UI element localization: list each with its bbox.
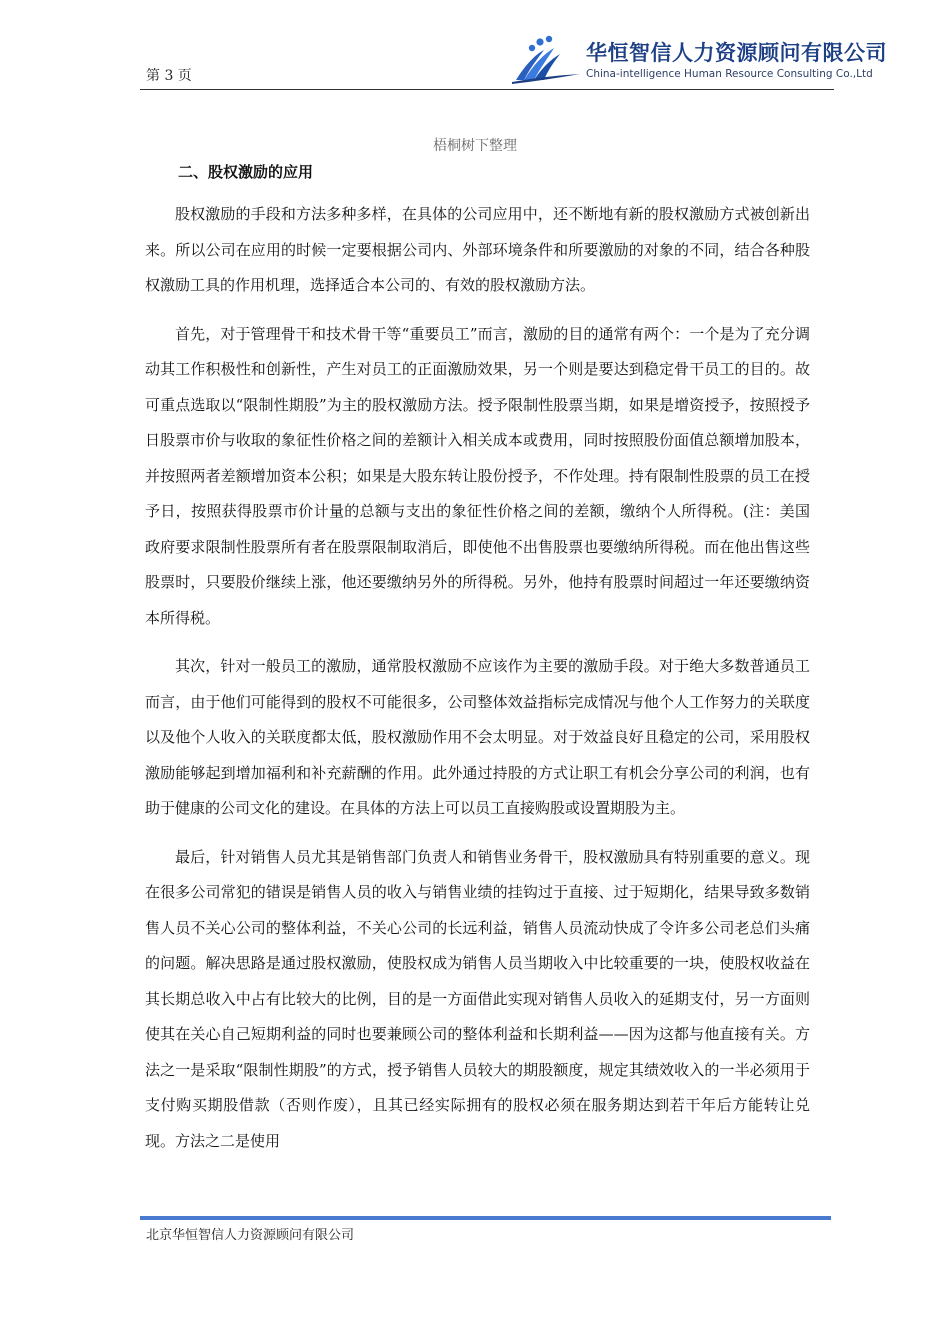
page-header	[0, 0, 950, 92]
paragraph-2: 首先，对于管理骨干和技术骨干等“重要员工”而言，激励的目的通常有两个：一个是为了充分调动其工作积极性和创新性，产生对员工的正面激励效果，另一个则是要达到稳定骨干员工的目的。故可重点选取以“限制性期股”为主的股权激励方法。授予限制性股票当期，如果是增资授予，按照授予日股票市价与收取的象征性价格之间的差额计入相关成本或费用，同时按照股份面值总额增加股本，并按照两者差额增加资本公积；如果是大股东转让股份授予，不作处理。持有限制性股票的员工在授予日，按照获得股票市价计量的总额与支出的象征性价格之间的差额，缴纳个人所得税。(注：美国政府要求限制性股票所有者在股票限制取消后，即使他不出售股票也要缴纳所得税。而在他出售这些股票时，只要股价继续上涨，他还要缴纳另外的所得税。另外，他持有股票时间超过一年还要缴纳资本所得税。	[145, 324, 810, 627]
page-number: 第 3 页	[146, 68, 192, 84]
footer-divider	[140, 1216, 831, 1220]
section-heading: 二、股权激励的应用	[178, 163, 314, 181]
paragraph-3: 其次，针对一般员工的激励，通常股权激励不应该作为主要的激励手段。对于绝大多数普通员工而言，由于他们可能得到的股权不可能很多，公司整体效益指标完成情况与他个人工作努力的关联度以及他个人收入的关联度都太低，股权激励作用不会太明显。对于效益良好且稳定的公司，采用股权激励能够起到增加福利和补充薪酬的作用。此外通过持股的方式让职工有机会分享公司的利润，也有助于健康的公司文化的建设。在具体的方法上可以员工直接购股或设置期股为主。	[145, 657, 810, 817]
logo-company-name-cn: 华恒智信人力资源顾问有限公司	[586, 41, 887, 65]
header-divider	[140, 89, 834, 90]
company-logo	[510, 30, 887, 86]
document-body	[145, 162, 810, 1159]
people-swoosh-logo-icon	[510, 30, 582, 86]
paragraph-4: 最后，针对销售人员尤其是销售部门负责人和销售业务骨干，股权激励具有特别重要的意义。现在很多公司常犯的错误是销售人员的收入与销售业绩的挂钩过于直接、过于短期化，结果导致多数销售人员不关心公司的整体利益，不关心公司的长远利益，销售人员流动快成了令许多公司老总们头痛的问题。解决思路是通过股权激励，使股权成为销售人员当期收入中比较重要的一块，使股权收益在其长期总收入中占有比较大的比例，目的是一方面借此实现对销售人员收入的延期支付，另一方面则使其在关心自己短期利益的同时也要兼顾公司的整体利益和长期利益——因为这都与他直接有关。方法之一是采取“限制性期股”的方式，授予销售人员较大的期股额度，规定其绩效收入的一半必须用于支付购买期股借款（否则作废），且其已经实际拥有的股权必须在服务期达到若干年后方能转让兑现。方法之二是使用	[145, 847, 810, 1150]
logo-company-name-en: China-intelligence Human Resource Consulting Co.,Ltd	[586, 68, 873, 80]
document-subtitle: 梧桐树下整理	[433, 138, 517, 154]
paragraph-1: 股权激励的手段和方法多种多样，在具体的公司应用中，还不断地有新的股权激励方式被创新出来。所以公司在应用的时候一定要根据公司内、外部环境条件和所要激励的对象的不同，结合各种股权激励工具的作用机理，选择适合本公司的、有效的股权激励方法。	[145, 205, 810, 294]
footer-company-name: 北京华恒智信人力资源顾问有限公司	[146, 1228, 355, 1243]
